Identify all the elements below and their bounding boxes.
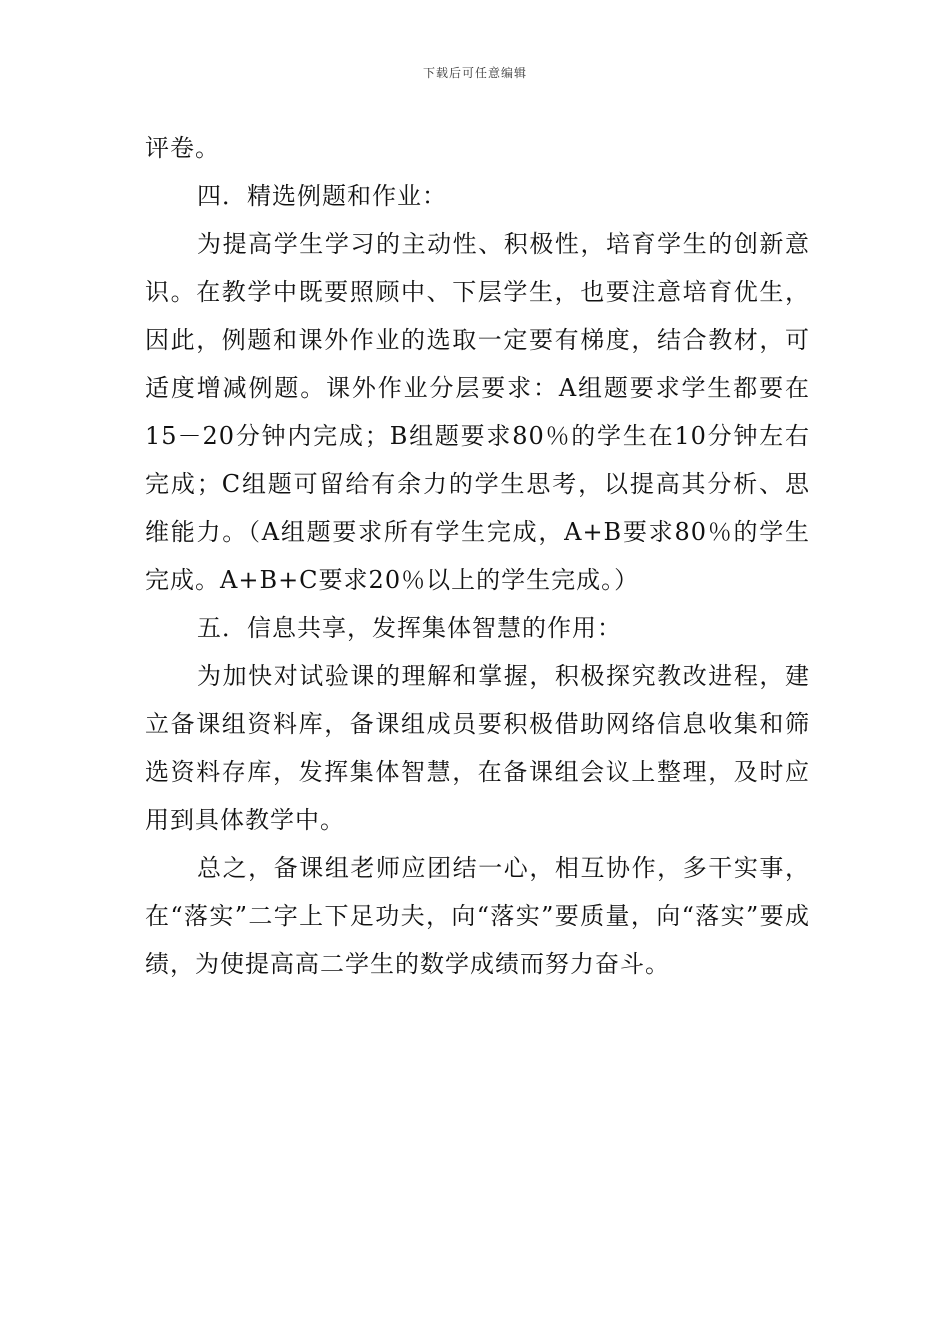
paragraph-examples-homework: 为提高学生学习的主动性、积极性，培育学生的创新意识。在教学中既要照顾中、下层学生，也要注意培育优生，因此，例题和课外作业的选取一定要有梯度，结合教材，可适度增减例题。课外作业分层要求：A组题要求学生都要在15－20分钟内完成；B组题要求80％的学生在10分钟左右完成；C组题可留给有余力的学生思考，以提高其分析、思维能力。（A组题要求所有学生完成，A+B要求80％的学生完成。A+B+C要求20％以上的学生完成。） xyxy=(145,230,810,594)
paragraph-continuation: 评卷。 xyxy=(145,134,220,162)
section-heading-five: 五．信息共享，发挥集体智慧的作用： xyxy=(197,614,622,642)
page-header: 下载后可任意编辑 xyxy=(422,66,527,80)
section-heading-four: 四．精选例题和作业： xyxy=(197,182,447,210)
document-body xyxy=(145,124,810,988)
paragraph-info-sharing: 为加快对试验课的理解和掌握，积极探究教改进程，建立备课组资料库，备课组成员要积极借助网络信息收集和筛选资料存库，发挥集体智慧，在备课组会议上整理，及时应用到具体教学中。 xyxy=(145,662,810,834)
paragraph-conclusion: 总之，备课组老师应团结一心，相互协作，多干实事，在“落实”二字上下足功夫，向“落实”要质量，向“落实”要成绩，为使提高高二学生的数学成绩而努力奋斗。 xyxy=(145,854,810,978)
